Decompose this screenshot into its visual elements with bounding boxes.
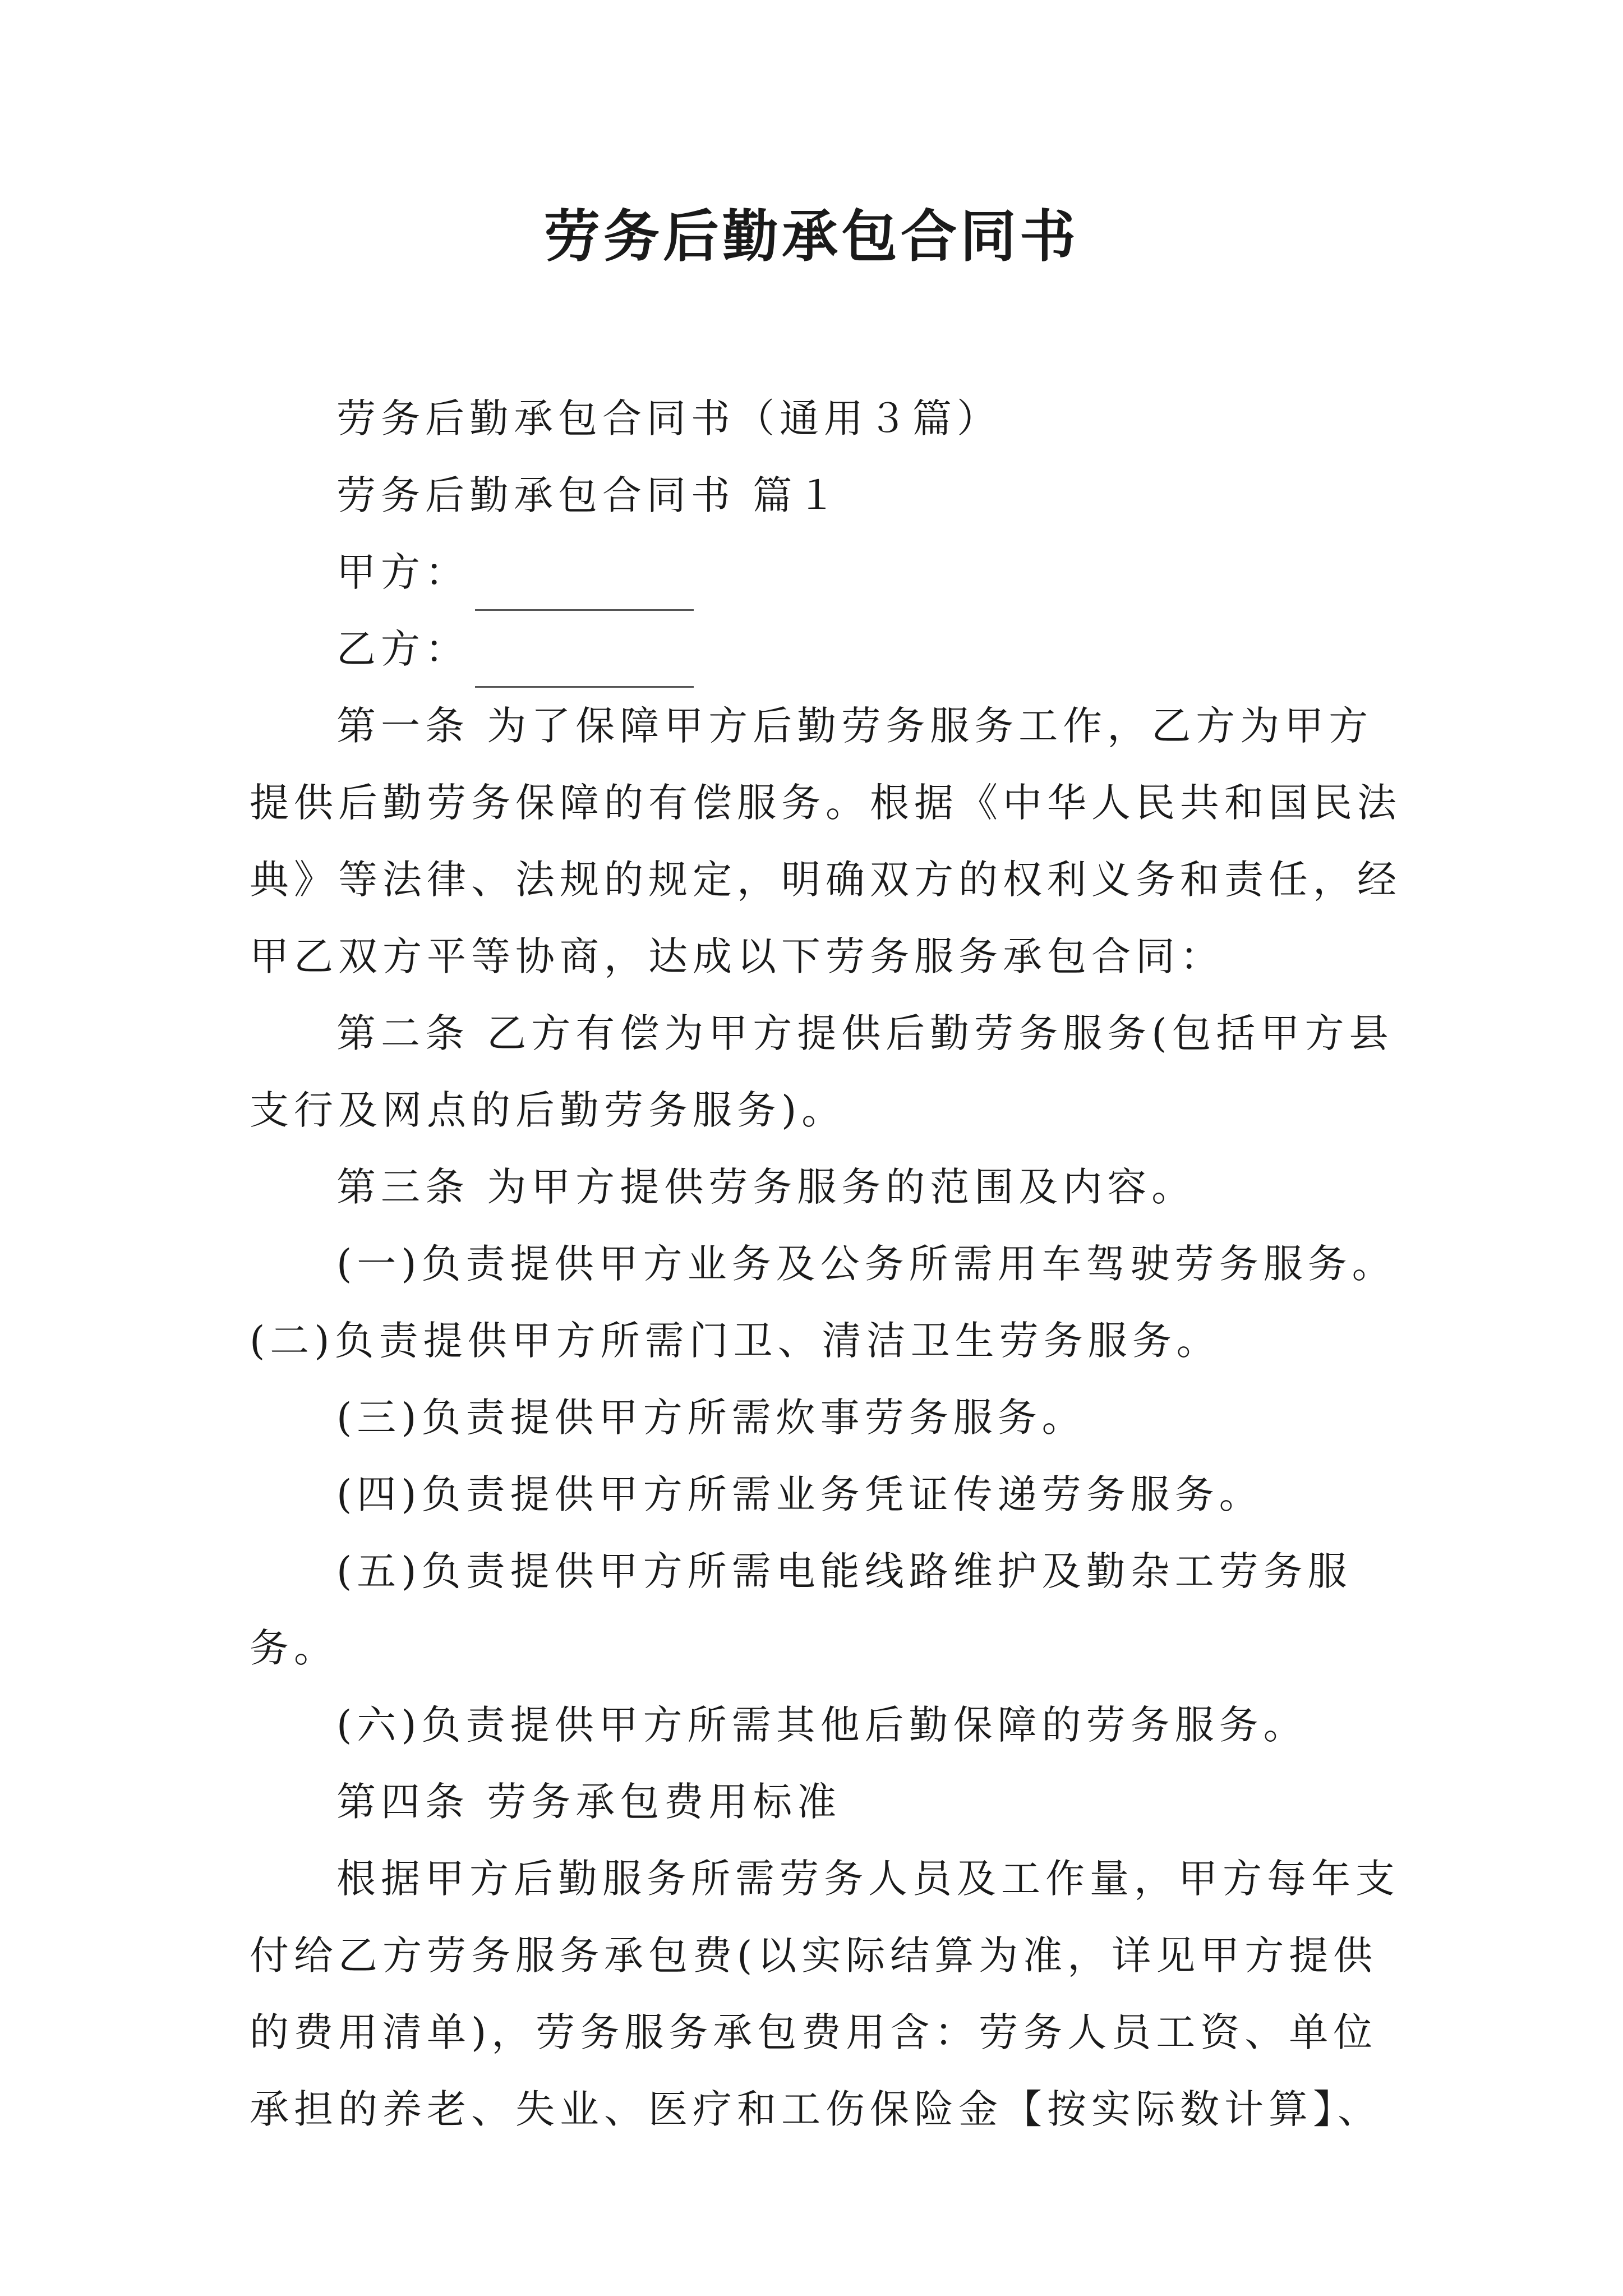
document-body <box>250 380 1405 2148</box>
party-b-label: 乙方： <box>336 626 469 672</box>
article-1: 第一条 为了保障甲方后勤劳务服务工作，乙方为甲方提供后勤劳务保障的有偿服务。根据《中华人民共和国民法典》等法律、法规的规定，明确双方的权利义务和责任，经甲乙双方平等协商，达成以下劳务服务承包合同： <box>250 703 1401 979</box>
party-a-label: 甲方： <box>336 549 469 595</box>
article-3-item-5: (五)负责提供甲方所需电能线路维护及勤杂工劳务服务。 <box>250 1548 1352 1671</box>
article-3-item-6: (六)负责提供甲方所需其他后勤保障的劳务服务。 <box>336 1702 1308 1748</box>
article-2: 第二条 乙方有偿为甲方提供后勤劳务服务(包括甲方县支行及网点的后勤劳务服务)。 <box>250 1010 1394 1133</box>
document-title: 劳务后勤承包合同书 <box>544 204 1079 269</box>
party-b-blank <box>475 641 694 688</box>
article-3-item-2: (二)负责提供甲方所需门卫、清洁卫生劳务服务。 <box>250 1318 1221 1364</box>
document-subtitle: 劳务后勤承包合同书（通用３篇） <box>336 395 1001 441</box>
party-a-blank <box>475 564 694 611</box>
party-b-line <box>250 611 1405 688</box>
article-3-item-3: (三)负责提供甲方所需炊事劳务服务。 <box>336 1395 1086 1441</box>
article-3-item-1: (一)负责提供甲方业务及公务所需用车驾驶劳务服务。 <box>336 1241 1396 1287</box>
article-4-body: 根据甲方后勤服务所需劳务人员及工作量，甲方每年支付给乙方劳务服务承包费(以实际结算为准，详见甲方提供的费用清单)，劳务服务承包费用含：劳务人员工资、单位承担的养老、失业、医疗和工伤保险金【按实际数计算】、 <box>250 1856 1400 2132</box>
article-4: 第四条 劳务承包费用标准 <box>336 1779 842 1825</box>
article-3: 第三条 为甲方提供劳务服务的范围及内容。 <box>336 1164 1196 1210</box>
section-heading: 劳务后勤承包合同书 篇１ <box>336 472 842 518</box>
party-a-line <box>250 534 1405 611</box>
article-3-item-4: (四)负责提供甲方所需业务凭证传递劳务服务。 <box>336 1471 1264 1517</box>
